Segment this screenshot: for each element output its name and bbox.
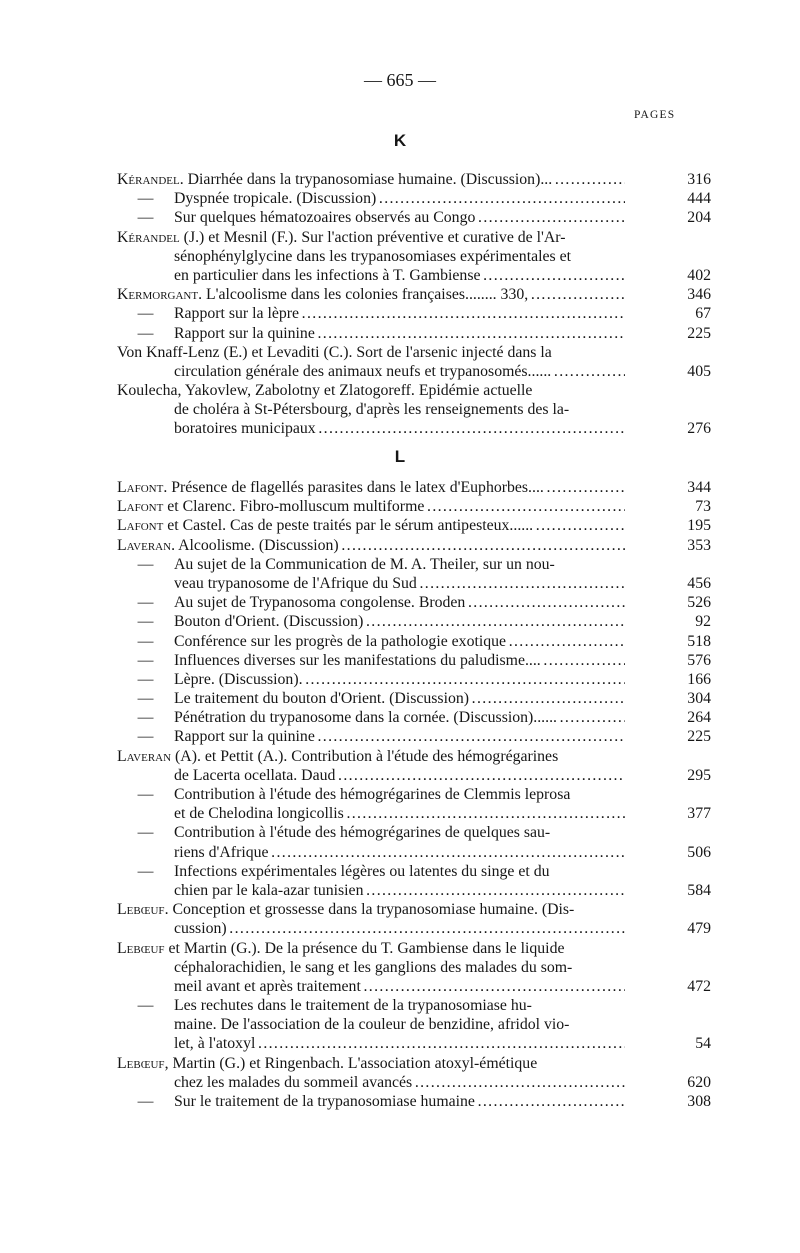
index-line-text	[117, 632, 625, 651]
entry-text: Von Knaff-Lenz (E.) et Levaditi (C.). Sort de l'arsenic injecté dans la	[117, 343, 552, 361]
index-line	[117, 536, 711, 555]
ditto-dash: —	[137, 690, 154, 708]
index-line-text	[117, 1092, 625, 1111]
ditto-dash: —	[137, 305, 154, 323]
index-line-text	[117, 977, 625, 996]
index-line	[117, 1015, 711, 1034]
index-entries-l	[117, 478, 711, 1111]
index-line	[117, 651, 711, 670]
page-reference: 225	[687, 728, 711, 746]
index-line-text	[117, 1073, 625, 1092]
page-reference: 276	[687, 420, 711, 438]
page-reference: 316	[687, 171, 711, 188]
page-reference: 584	[687, 881, 711, 899]
index-line-text	[117, 478, 625, 497]
entry-text: chien par le kala-azar tunisien	[174, 881, 364, 899]
ditto-dash: —	[137, 209, 154, 227]
entry-text: . Alcoolisme. (Discussion)	[171, 536, 339, 554]
page-reference: 295	[687, 766, 711, 784]
index-line	[117, 324, 711, 343]
index-line-text	[117, 593, 625, 612]
index-line-text	[117, 266, 625, 285]
index-line-text	[117, 208, 625, 227]
index-line	[117, 977, 711, 996]
index-line-text	[117, 381, 625, 400]
index-line-text	[117, 516, 625, 535]
entry-text: Sur le traitement de la trypanosomiase humaine	[174, 1093, 475, 1110]
author-name: Lafont	[117, 517, 164, 535]
ditto-dash: —	[137, 594, 154, 612]
page-reference: 377	[687, 805, 711, 823]
index-line-text	[117, 766, 625, 785]
index-line-text	[117, 574, 625, 593]
entry-text: Les rechutes dans le traitement de la trypanosomiase hu-	[174, 997, 532, 1015]
index-line-text	[117, 670, 625, 689]
pages-column-label: PAGES	[634, 109, 676, 121]
index-line-text	[117, 536, 625, 555]
ditto-dash: —	[137, 862, 154, 880]
entry-text: Conférence sur les progrès de la pathologie exotique	[174, 632, 507, 650]
index-line	[117, 823, 711, 842]
entry-text: et Castel. Cas de peste traités par le sérum antipesteux......	[163, 517, 534, 535]
index-line-text	[117, 862, 625, 881]
author-name: Kermorgant	[117, 286, 199, 304]
page-reference: 204	[687, 209, 711, 227]
index-line-text	[117, 189, 625, 208]
index-line	[117, 285, 711, 304]
entry-text: de Lacerta ocellata. Daud	[174, 766, 336, 784]
entry-text: cussion)	[174, 920, 227, 938]
index-line-text	[117, 804, 625, 823]
page-reference: 308	[687, 1093, 711, 1110]
index-line	[117, 497, 711, 516]
entry-text: Le traitement du bouton d'Orient. (Discussion)	[174, 690, 470, 708]
index-line-text	[117, 900, 625, 919]
index-line	[117, 900, 711, 919]
page-reference: 353	[687, 536, 711, 554]
page-reference: 526	[687, 594, 711, 612]
page-reference: 195	[687, 517, 711, 535]
index-line	[117, 919, 711, 938]
page-reference: 73	[695, 498, 711, 516]
page-reference: 264	[687, 709, 711, 727]
entry-text: et Martin (G.). De la présence du T. Gambiense dans le liquide	[164, 939, 565, 957]
index-line	[117, 478, 711, 497]
entry-text: Rapport sur la quinine	[174, 324, 315, 342]
index-line-text	[117, 996, 625, 1015]
author-name: Laveran	[117, 536, 172, 554]
entry-text: Contribution à l'étude des hémogrégarines de quelques sau-	[174, 824, 551, 842]
index-line-text	[117, 324, 625, 343]
index-line	[117, 766, 711, 785]
index-line	[117, 170, 711, 189]
index-line-text	[117, 708, 625, 727]
index-line	[117, 996, 711, 1015]
entry-text: (A). et Pettit (A.). Contribution à l'étude des hémogrégarines	[171, 747, 559, 765]
ditto-dash: —	[137, 632, 154, 650]
entry-text: chez les malades du sommeil avancés	[174, 1073, 413, 1091]
entry-text: Rapport sur la lèpre	[174, 305, 300, 323]
ditto-dash: —	[137, 555, 154, 573]
index-line-text	[117, 400, 625, 419]
page-reference: 576	[687, 651, 711, 669]
index-line-text	[117, 881, 625, 900]
index-line	[117, 785, 711, 804]
author-name: Kérandel	[117, 171, 180, 188]
entry-text: circulation générale des animaux neufs et trypanosomés......	[174, 362, 552, 380]
index-line	[117, 247, 711, 266]
ditto-dash: —	[137, 786, 154, 803]
index-line	[117, 862, 711, 881]
page-reference: 405	[687, 362, 711, 380]
entry-text: veau trypanosome de l'Afrique du Sud	[174, 574, 417, 592]
index-line-text	[117, 919, 625, 938]
entry-text: maine. De l'association de la couleur de benzidine, afridol vio-	[174, 1016, 570, 1034]
page-reference: 344	[687, 479, 711, 496]
index-line-text	[117, 939, 625, 958]
entry-text: Contribution à l'étude des hémogrégarines de Clemmis leprosa	[174, 786, 571, 803]
author-name: Lebœuf	[117, 939, 165, 957]
entry-text: riens d'Afrique	[174, 843, 269, 861]
page-reference: 456	[687, 574, 711, 592]
index-line-text	[117, 228, 625, 247]
entry-text: Au sujet de Trypanosoma congolense. Broden	[174, 594, 466, 612]
index-line-text	[117, 555, 625, 574]
index-line	[117, 958, 711, 977]
index-line	[117, 189, 711, 208]
author-name: Lebœuf	[117, 901, 165, 919]
index-line-text	[117, 747, 625, 766]
page-reference: 304	[687, 690, 711, 708]
index-line-text	[117, 285, 625, 304]
entry-text: Rapport sur la quinine	[174, 728, 315, 746]
index-line-text	[117, 343, 625, 362]
page-reference: 444	[687, 190, 711, 208]
ditto-dash: —	[137, 190, 154, 208]
entry-text: Au sujet de la Communication de M. A. Theiler, sur un nou-	[174, 555, 555, 573]
entry-text: Bouton d'Orient. (Discussion)	[174, 613, 364, 631]
index-line	[117, 727, 711, 746]
entry-text: Koulecha, Yakovlew, Zabolotny et Zlatogoreff. Epidémie actuelle	[117, 382, 533, 400]
index-line	[117, 381, 711, 400]
ditto-dash: —	[137, 728, 154, 746]
index-entries-k	[117, 170, 711, 439]
entry-text: céphalorachidien, le sang et les ganglions des malades du som-	[174, 958, 573, 976]
entry-text: de choléra à St-Pétersbourg, d'après les renseignements des la-	[174, 401, 570, 419]
ditto-dash: —	[137, 1093, 154, 1110]
index-line	[117, 747, 711, 766]
index-line	[117, 881, 711, 900]
entry-text: . Conception et grossesse dans la trypanosomiase humaine. (Dis-	[164, 901, 575, 919]
index-line	[117, 228, 711, 247]
index-line-text	[117, 304, 625, 323]
entry-text: let, à l'atoxyl	[174, 1035, 256, 1053]
index-line-text	[117, 1054, 625, 1073]
section-heading-l: L	[394, 447, 406, 466]
entry-text: Influences diverses sur les manifestations du paludisme....	[174, 651, 541, 669]
page-reference: 92	[695, 613, 711, 631]
ditto-dash: —	[137, 613, 154, 631]
page-reference: 518	[687, 632, 711, 650]
entry-text: Dyspnée tropicale. (Discussion)	[174, 190, 377, 208]
page-reference: 479	[687, 920, 711, 938]
page-reference: 402	[687, 266, 711, 284]
index-line	[117, 632, 711, 651]
index-line-text	[117, 843, 625, 862]
entry-text: et de Chelodina longicollis	[174, 805, 344, 823]
index-line	[117, 612, 711, 631]
author-name: Lafont	[117, 479, 164, 496]
page-reference: 472	[687, 977, 711, 995]
index-line-text	[117, 823, 625, 842]
page-reference: 67	[695, 305, 711, 323]
entry-text: . Présence de flagellés parasites dans le latex d'Euphorbes....	[163, 479, 544, 496]
ditto-dash: —	[137, 709, 154, 727]
index-line	[117, 804, 711, 823]
author-name: Lafont	[117, 498, 164, 516]
page-reference: 166	[687, 670, 711, 688]
index-line	[117, 939, 711, 958]
entry-text: Lèpre. (Discussion).	[174, 670, 303, 688]
index-line-text	[117, 958, 625, 977]
page-reference: 346	[687, 286, 711, 304]
index-line	[117, 362, 711, 381]
index-line-text	[117, 727, 625, 746]
page-reference: 54	[695, 1035, 711, 1053]
index-line	[117, 208, 711, 227]
index-line-text	[117, 247, 625, 266]
index-line-text	[117, 612, 625, 631]
index-line	[117, 670, 711, 689]
index-line	[117, 400, 711, 419]
index-line-text	[117, 170, 625, 189]
author-name: Lebœuf	[117, 1054, 165, 1072]
entry-text: boratoires municipaux	[174, 420, 316, 438]
index-line	[117, 1073, 711, 1092]
page-reference: 506	[687, 843, 711, 861]
index-line	[117, 1054, 711, 1073]
entry-text: en particulier dans les infections à T. Gambiense	[174, 266, 481, 284]
index-line	[117, 1034, 711, 1053]
entry-text: Sur quelques hématozoaires observés au Congo	[174, 209, 476, 227]
page-reference: 225	[687, 324, 711, 342]
index-line	[117, 593, 711, 612]
entry-text: . L'alcoolisme dans les colonies françaises........ 330,	[198, 286, 529, 304]
index-line-text	[117, 1034, 625, 1053]
index-line	[117, 555, 711, 574]
ditto-dash: —	[137, 997, 154, 1015]
author-name: Laveran	[117, 747, 172, 765]
index-line	[117, 419, 711, 438]
index-line-text	[117, 689, 625, 708]
index-line-text	[117, 1015, 625, 1034]
index-line	[117, 266, 711, 285]
entry-text: . Diarrhée dans la trypanosomiase humaine. (Discussion)...	[179, 171, 553, 188]
index-line	[117, 343, 711, 362]
section-heading-k: K	[393, 131, 407, 150]
page-number: — 665 —	[364, 70, 436, 90]
index-line	[117, 689, 711, 708]
ditto-dash: —	[137, 670, 154, 688]
index-line	[117, 1092, 711, 1111]
author-name: Kérandel	[117, 228, 180, 246]
index-line	[117, 708, 711, 727]
index-line-text	[117, 497, 625, 516]
ditto-dash: —	[137, 651, 154, 669]
index-line-text	[117, 651, 625, 670]
index-line	[117, 843, 711, 862]
index-line-text	[117, 419, 625, 438]
page-reference: 620	[687, 1073, 711, 1091]
index-line-text	[117, 362, 625, 381]
ditto-dash: —	[137, 824, 154, 842]
entry-text: et Clarenc. Fibro-molluscum multiforme	[163, 498, 425, 516]
index-line	[117, 574, 711, 593]
ditto-dash: —	[137, 324, 154, 342]
index-line	[117, 304, 711, 323]
entry-text: (J.) et Mesnil (F.). Sur l'action préventive et curative de l'Ar-	[179, 228, 566, 246]
index-line-text	[117, 785, 625, 804]
entry-text: Pénétration du trypanosome dans la cornée. (Discussion)......	[174, 709, 557, 727]
entry-text: meil avant et après traitement	[174, 977, 361, 995]
entry-text: Infections expérimentales légères ou latentes du singe et du	[174, 862, 550, 880]
index-line	[117, 516, 711, 535]
entry-text: , Martin (G.) et Ringenbach. L'association atoxyl-émétique	[164, 1054, 538, 1072]
entry-text: sénophénylglycine dans les trypanosomiases expérimentales et	[174, 247, 572, 265]
